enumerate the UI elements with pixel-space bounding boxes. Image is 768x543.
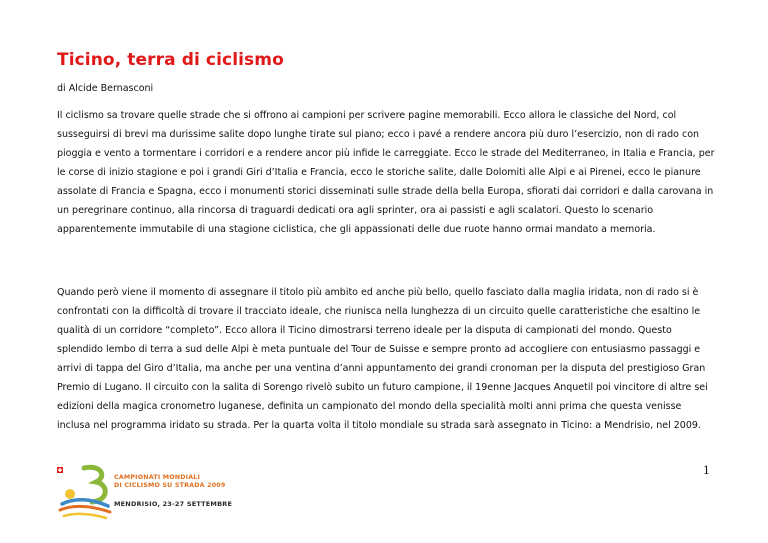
page-title: Ticino, terra di ciclismo xyxy=(57,50,284,70)
paragraph-1: Il ciclismo sa trovare quelle strade che si offrono ai campioni per scrivere pagine memorabili. Ecco allora le classiche del Nord, col susseguirsi di brevi ma durissime salite dopo lunghe tirate sul piano; ecco i pavé a rendere ancora più duro l’esercizio, non di rado con pioggia e vento a tormentare i corridori e a rendere ancor più infide le carreggiate. Ecco le strade del Mediterraneo, in Italia e Francia, per le corse di inizio stagione e poi i grandi Giri d’Italia e Francia, ecco le storiche salite, dalle Dolomiti alle Alpi e ai Pirenei, ecco le pianure assolate di Francia e Spagna, ecco i monumenti storici disseminati sulle strade della bella Europa, sfiorati dai corridori e dalla carovana in un peregrinare continuo, alla rincorsa di traguardi dedicati ora agli sprinter, ora ai passisti e agli scalatori. Questo lo scenario apparentemente immutabile di una stagione ciclistica, che gli appassionati delle due ruote hanno ormai mandato a memoria. xyxy=(57,110,715,235)
author-line: di Alcide Bernasconi xyxy=(57,83,154,94)
paragraph-2: Quando però viene il momento di assegnare il titolo più ambito ed anche più bello, quello fasciato dalla maglia iridata, non di rado si è confrontati con la difficoltà di trovare il tracciato ideale, che riunisca nella lunghezza di un circuito quelle caratteristiche che esaltino le qualità di un corridore “completo”. Ecco allora il Ticino dimostrarsi terreno ideale per la disputa di campionati del mondo. Questo splendido lembo di terra a sud delle Alpi è meta puntuale del Tour de Suisse e sempre pronto ad accogliere con entusiasmo passaggi e arrivi di tappa del Giro d’Italia, ma anche per una ventina d’anni appuntamento dei grandi cronoman per la disputa del prestigioso Gran Premio di Lugano. Il circuito con la salita di Sorengo rivelò subito un futuro campione, il 19enne Jacques Anquetil poi vincitore di altre sei edizioni della magica cronometro luganese, definita un campionato del mondo della specialità molti anni prima che questa venisse inclusa nel programma iridato su strada. Per la quarta volta il titolo mondiale su strada sarà assegnato in Ticino: a Mendrisio, nel 2009. xyxy=(57,287,708,431)
cycling-swirl-icon xyxy=(56,458,116,520)
championship-logo xyxy=(56,458,233,520)
logo-line-1: CAMPIONATI MONDIALI xyxy=(114,474,201,481)
page-number: 1 xyxy=(703,464,710,477)
logo-line-2: DI CICLISMO SU STRADA 2009 xyxy=(114,482,226,489)
logo-line-3: MENDRISIO, 23-27 SETTEMBRE xyxy=(114,500,233,508)
